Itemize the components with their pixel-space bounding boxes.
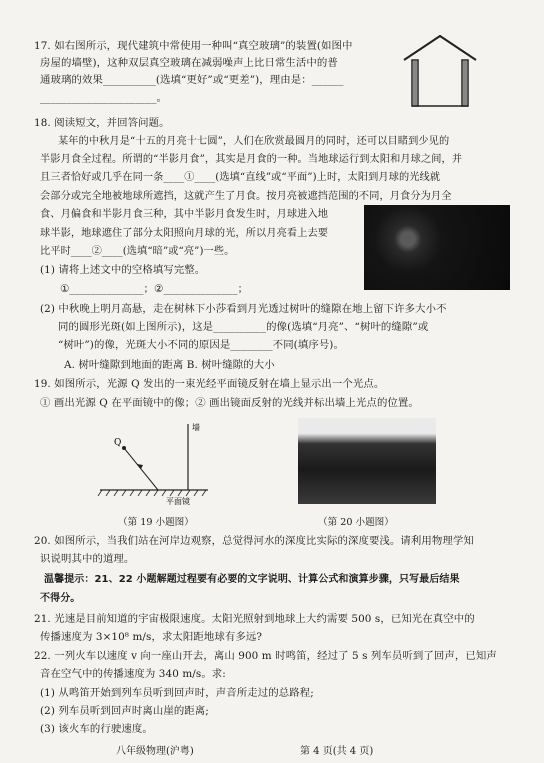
q18-sub1-blanks: ①______________；②______________； — [60, 283, 249, 295]
river-bank-photo — [298, 418, 436, 504]
q19-mirror-figure — [96, 418, 226, 508]
wall-label: 墙 — [192, 423, 200, 432]
q18-passage-2: 半影月食全过程。所谓的“半影月食”，其实是月食的一种。当地球运行到太阳和月球之间，并 — [40, 154, 463, 165]
q22-sub1: (1) 从鸣笛开始到列车员听到回声时，声音所走过的总路程; — [40, 687, 314, 699]
q21-line-2: 传播速度为 3×10⁸ m/s，求太阳距地球有多远? — [40, 631, 263, 643]
q18-passage-4: 会部分或完全地被地球所遮挡，这就产生了月食。按月亮被遮挡范围的不同，月食分为月全 — [40, 191, 452, 202]
q18-sub2-line-1: (2) 中秋晚上明月高悬，走在树林下小莎看到月光透过树叶的缝隙在地上留下许多大小不 — [40, 303, 447, 315]
fig19-caption: （第 19 小题图） — [118, 517, 194, 528]
q18-passage-3: 且三者恰好或几乎在同一条____①____(选填“直线”或“平面”)上时，太阳到月球的光线就 — [40, 172, 441, 183]
q22-line-2: 音在空气中的传播速度为 340 m/s。求: — [40, 668, 226, 680]
q22-line-1: 22. 一列火车以速度 v 向一座山开去，离山 900 m 时鸣笛，经过了 5 s 列车员听到了回声，已知声 — [34, 650, 497, 662]
source-q-label: Q — [114, 438, 122, 448]
q18-passage-6: 球半影，地球遮住了部分太阳照向月球的光，所以月亮看上去要 — [40, 228, 329, 239]
fig20-caption: （第 20 小题图） — [318, 517, 394, 528]
q17-line-4: ______________________。 — [40, 92, 167, 104]
q18-sub2-line-3: “树叶”)的像，光斑大小不同的原因是________不同(填序号)。 — [58, 339, 344, 351]
q19-line-1: 19. 如图所示，光源 Q 发出的一束光经平面镜反射在墙上显示出一个光点。 — [34, 378, 385, 390]
q18-passage-7: 比平时____②____(选填“暗”或“亮”)一些。 — [40, 246, 235, 257]
q17-line-1: 17. 如右图所示，现代建筑中常使用一种叫“真空玻璃”的装置(如图中 — [34, 40, 353, 52]
mirror-label: 平面镜 — [166, 497, 190, 506]
q21-line-1: 21. 光速是目前知道的宇宙极限速度。太阳光照射到地球上大约需要 500 s，已知光在真空中的 — [34, 613, 475, 625]
q18-passage-1: 某年的中秋月是“十五的月亮十七圆”，人们在欣赏最圆月的同时，还可以目睹到少见的 — [58, 136, 450, 147]
hint-line-1: 温馨提示：21、22 小题解题过程要有必要的文字说明、计算公式和演算步骤，只写最后结果 — [44, 574, 460, 585]
q19-line-2: ① 画出光源 Q 在平面镜中的像；② 画出镜面反射的光线并标出墙上光点的位置。 — [40, 397, 419, 409]
q18-passage-5: 食、月偏食和半影月食三种，其中半影月食发生时，月球进入地 — [40, 209, 329, 220]
vacuum-glass-house-figure — [400, 30, 480, 110]
q18-options: A. 树叶缝隙到地面的距离 B. 树叶缝隙的大小 — [64, 359, 275, 371]
q22-sub3: (3) 该火车的行驶速度。 — [40, 723, 153, 735]
q18-sub1: (1) 请将上述文中的空格填写完整。 — [40, 264, 206, 276]
q18-sub2-line-2: 同的圆形光斑(如上图所示)，这是__________的像(选填“月亮”、“树叶的缝隙”或 — [58, 321, 429, 333]
footer-subject: 八年级物理(沪粤) — [116, 746, 194, 757]
q22-sub2: (2) 列车员听到回声时离山崖的距离; — [40, 705, 209, 717]
q20-line-1: 20. 如图所示，当我们站在河岸边观察，总觉得河水的深度比实际的深度要浅。请利用物理学知 — [34, 535, 474, 547]
q17-line-2: 房屋的墙壁)，这种双层真空玻璃在减弱噪声上比日常生活中的普 — [40, 57, 338, 69]
q18-title: 18. 阅读短文，并回答问题。 — [34, 117, 170, 129]
q17-line-3: 通玻璃的效果__________(选填“更好”或“更差”)，理由是：______ — [40, 74, 344, 86]
hint-line-2: 不得分。 — [40, 593, 81, 604]
moonlight-light-spots-photo — [364, 205, 510, 290]
q20-line-2: 识说明其中的道理。 — [40, 553, 135, 565]
footer-page-number: 第 4 页(共 4 页) — [300, 746, 374, 757]
